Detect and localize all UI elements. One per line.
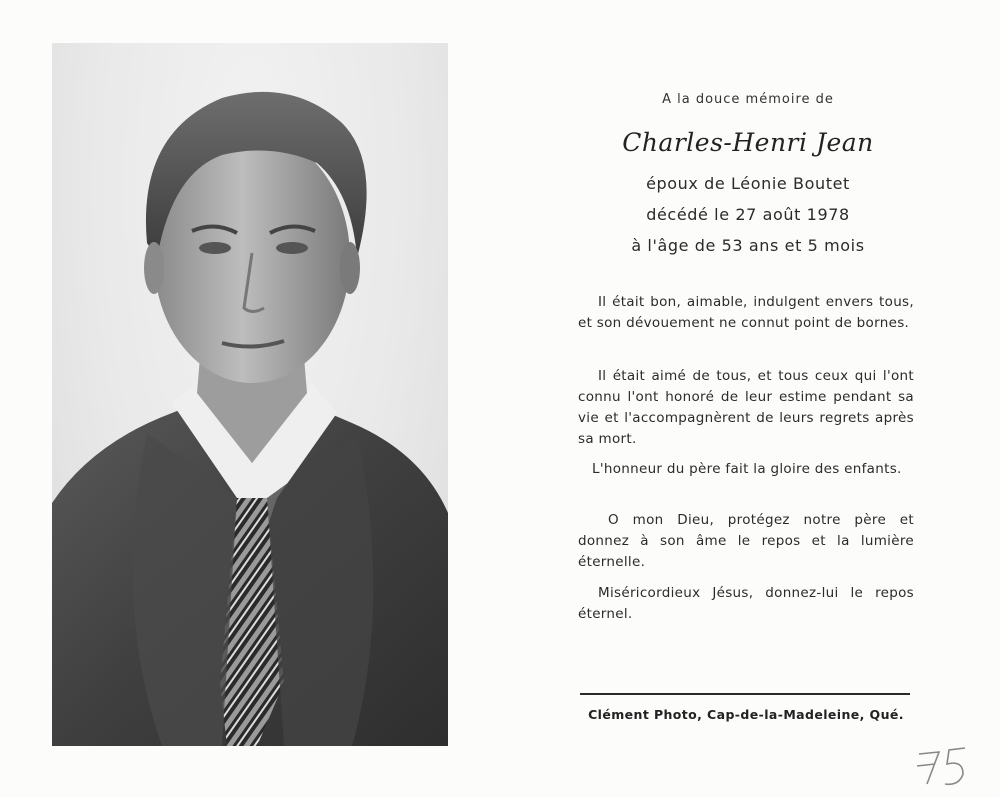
spouse-line: époux de Léonie Boutet (646, 174, 850, 193)
intro-line: A la douce mémoire de (662, 92, 834, 107)
memorial-text (578, 0, 918, 797)
handwritten-mark (915, 740, 975, 790)
portrait-photo (52, 43, 448, 746)
age-line: à l'âge de 53 ans et 5 mois (631, 236, 865, 255)
paragraph: Miséricordieux Jésus, donnez-lui le repos éternel. (578, 585, 914, 622)
divider (580, 693, 910, 695)
portrait-illustration (52, 43, 448, 746)
deceased-name: Charles-Henri Jean (622, 128, 874, 157)
photo-credit: Clément Photo, Cap-de-la-Madeleine, Qué. (588, 707, 904, 722)
paragraph: L'honneur du père fait la gloire des enfants. (592, 461, 902, 477)
death-date-line: décédé le 27 août 1978 (646, 205, 850, 224)
paragraph: Il était bon, aimable, indulgent envers tous, et son dévouement ne connut point de bornes. (578, 294, 914, 331)
paragraph: O mon Dieu, protégez notre père et donnez à son âme le repos et la lumière éternelle. (578, 512, 914, 570)
paragraph: Il était aimé de tous, et tous ceux qui l'ont connu l'ont honoré de leur estime pendant sa vie et l'accompagnèrent de leurs regrets après sa mort. (578, 368, 914, 447)
